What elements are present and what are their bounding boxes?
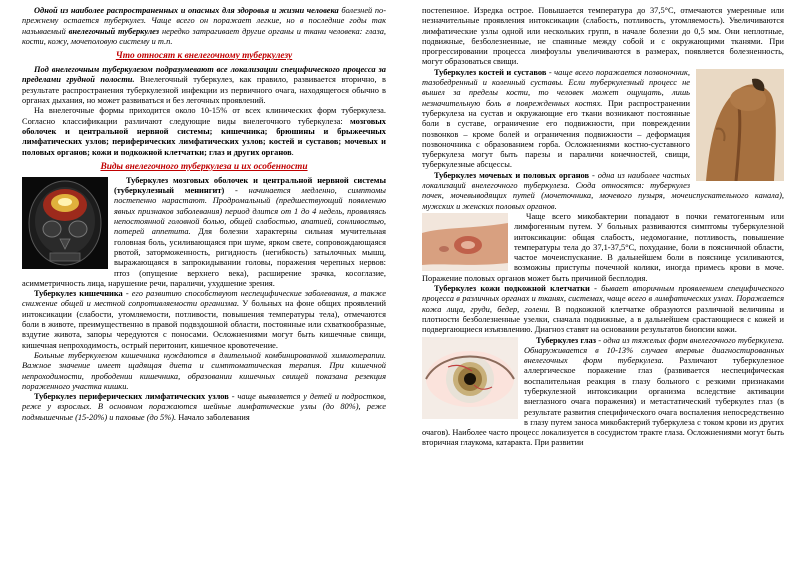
meningitis-rest: Для болезни характерны сильная мучительная головная боль, усиливающаяся при шуме, ярком свете, сопровождающаяся рвотой, заторможенность, ригидность (негибкость) затылочных мышц, выражающаяся в запрокидывании головы, поражения черепных нервов: птоз (опущение верхнего века), расширение зрачка, косоглазие, асимметричность лица, нарушение речи, параличи, ухудшение зрения. bbox=[22, 227, 386, 288]
eye-rest: Различают туберкулезное аллергическое поражение глаз (развивается неспецифическая воспалительная реакция в глазу больного с резкими признаками туберкулезной интоксикации организма вследствие активации внеглазного очага поражения) и метастатический туберкулез глаз (в результате развития специфического очага воспаления непосредственно в глазу путем заноса микобактерий туберкулеза с током крови из других очагов). Наиболее часто процесс локализуется в сосудистом тракте глаза. Осложнениями могут быть вторичная глаукома, катаракта. При развитии bbox=[422, 356, 784, 448]
skin-rest: В подкожной клетчатке образуются различной величины и плотности безболезненные узелки, сначала подвижные, а в дальнейшем срастающиеся с кожей и подвергающиеся изъязвлению. Диагноз ставят на основании результатов биопсии кожи. bbox=[422, 304, 784, 335]
right-column bbox=[422, 6, 784, 562]
bone-title: Туберкулез костей и суставов bbox=[434, 67, 547, 77]
lymph-continued: постепенное. Изредка острое. Повышается температура до 37,5°С, отмечаются умеренные или незначительные проявления интоксикации (слабость, потливость, утомляемость). Увеличиваются лимфатические узлы одной или нескольких групп, в начале болезни до 0,5 мм. Они неплотные, подвижные, безболезненные, не спаянные между собой и с окружающими тканями. При прогрессировании процесса лимфоузлы увеличиваются в размерах, появляется болезненность, могут образоваться свищи. bbox=[422, 6, 784, 67]
heading-types: Виды внелегочного туберкулеза и их особенности bbox=[100, 161, 308, 172]
intro-bold: внелегочный туберкулез bbox=[68, 26, 160, 36]
definition-rest: Внелегочный туберкулез, как правило, развивается вторично, в результате распространения туберкулезной инфекции из первичного очага, находящегося обычно в органах дыхания, но может развиваться и без легочных проявлений. bbox=[22, 75, 386, 106]
intestine-rest: У больных на фоне общих проявлений интоксикации (слабости, утомляемости, потливости, повышения температуры тела), отмечаются боли в животе, преимущественно в правой подвздошной области, постоянные или схваткообразные, вздутие живота, запоры чередуются с поносами. Осложнениями могут быть кишечные свищи, кишечная непроходимость, острый перитонит, кишечное кровотечение. bbox=[22, 299, 386, 350]
lymph-paragraph bbox=[22, 392, 386, 423]
spine-deformity-image bbox=[696, 69, 784, 181]
skin-lesion-image bbox=[422, 213, 508, 271]
bone-rest: При распространении туберкулеза на сустав и окружающие его ткани возникают постоянные боли в суставе, ограничение его подвижности, при повреждении позвонков – кроме болей и ограничения подвижности – деформация позвоночника с образованием горба. Осложнениями костно-суставного туберкулеза могут быть парезы и параличи конечностей, свищи, туберкулезные абсцессы. bbox=[422, 98, 691, 170]
definition-paragraph bbox=[22, 65, 386, 106]
meningitis-title: Туберкулез мозговых оболочек и центральной нервной системы (туберкулезный менингит) bbox=[114, 175, 386, 196]
eye-image bbox=[422, 337, 518, 419]
uro-italic: - одна из наиболее частых локализаций внелегочного туберкулеза. Сюда относятся: туберкулез почек, мочевыводящих путей (мочеточника, мочевого пузыря, мочеиспускательного канала), мужских и женских половых органов. bbox=[422, 170, 784, 211]
intro-rest: болезней по-прежнему остается туберкулез. Чаще всего он поражает легкие, но в последние годы так называемый bbox=[22, 6, 386, 36]
intro-lead: Одной из наиболее распространенных и опасных для здоровья и жизни человека bbox=[34, 6, 339, 15]
brain-scan-image bbox=[22, 177, 108, 269]
stats-end: . bbox=[291, 147, 294, 157]
eye-italic: - одна из тяжелых форм внелегочного туберкулеза. Обнаруживается в 10-13% случаев впервые диагностированных внелегочных форм туберкулеза. bbox=[524, 335, 784, 366]
lymph-italic: - чаще выявляется у детей и подростков, реже у взрослых. В основном поражаются шейные лимфатические узлы (до 80%), реже подмышечные (15-20%) и паховые (до 5%). bbox=[22, 392, 386, 422]
lymph-tail: Начало заболевания bbox=[176, 412, 250, 422]
intestine-title: Туберкулез кишечника bbox=[34, 289, 123, 299]
intro-tail: нередко затрагивает другие органы и ткани человека: глаза, кости, кожу, мочеполовую систему и т.п. bbox=[22, 26, 386, 46]
intro-paragraph bbox=[22, 6, 386, 47]
heading-what-is: Что относят к внелегочному туберкулезу bbox=[115, 51, 293, 62]
eye-title: Туберкулез глаз bbox=[536, 335, 597, 345]
lymph-title: Туберкулез периферических лимфатических узлов bbox=[34, 392, 229, 402]
left-column bbox=[22, 6, 386, 562]
definition-lead: Под внелегочным туберкулезом подразумевают все локализации специфического процесса за пределами грудной полости. bbox=[22, 65, 386, 85]
intestine-treatment: Больные туберкулезом кишечника нуждаются в длительной комбинированной химиотерапии. Важное значение имеет щадящая диета и симптоматическая терапия. При кишечной непроходимости, прободении кишечника, образовании кишечных свищей показана резекция пораженного участка кишки. bbox=[22, 350, 386, 391]
stats-bold: мозговых оболочек и центральной нервной системы; кишечника; брюшины и брыжеечных лимфатических узлов; периферических лимфатических узлов; костей и суставов; мочевых и половых органов; кожи и подкожной клетчатки; глаз и других органов bbox=[22, 116, 386, 157]
stats-paragraph bbox=[22, 106, 386, 157]
bone-italic: - чаще всего поражается позвоночник, тазобедренный и коленный суставы. Если туберкулезный процесс не вышел за пределы кости, то человек может ощущать, лишь незначительную боль в поврежденных костях. bbox=[422, 67, 691, 108]
stats-start: На внелегочные формы приходится около 10-15% от всех клинических форм туберкулеза. Согласно классификации различают следующие виды внелегочного туберкулеза: bbox=[22, 106, 386, 126]
intestine-italic: - его развитию способствуют неспецифические заболевания, а также снижение общей и местной сопротивляемости организма. bbox=[22, 289, 386, 309]
uro-rest: Чаще всего микобактерии попадают в почки гематогенным или лимфогенным путем. У больных развиваются симптомы туберкулезной интоксикации: общая слабость, недомогание, потливость, повышение температуры тела до 37,1-37,5°С, похудание, боли в поясничной области, частое мочеиспускание. В дальнейшем боли в пояснице усиливаются, возможны приступы почечной колики, иногда примесь крови в моче. Поражение половых органов может быть причиной бесплодия. bbox=[422, 211, 784, 283]
skin-paragraph bbox=[422, 284, 784, 335]
intestine-paragraph bbox=[22, 289, 386, 351]
skin-italic: - бывает вторичным проявлением специфического процесса в различных органах и тканях, системах, чаще всего в лимфатических узлах. Поражается кожа лица, груди, бедер, голени. bbox=[422, 284, 784, 314]
uro-title: Туберкулез мочевых и половых органов bbox=[434, 170, 590, 180]
meningitis-italic: - начинается медленно, симптомы постепенно нарастают. Продромальный (предшествующий появлению явных признаков заболевания) период длится от 1 до 4 недель, проявляясь непостоянной головной болью, общей слабостью, апатией, сонливостью, потерей аппетита. bbox=[114, 186, 386, 237]
skin-title: Туберкулез кожи подкожной клетчатки bbox=[434, 284, 590, 294]
